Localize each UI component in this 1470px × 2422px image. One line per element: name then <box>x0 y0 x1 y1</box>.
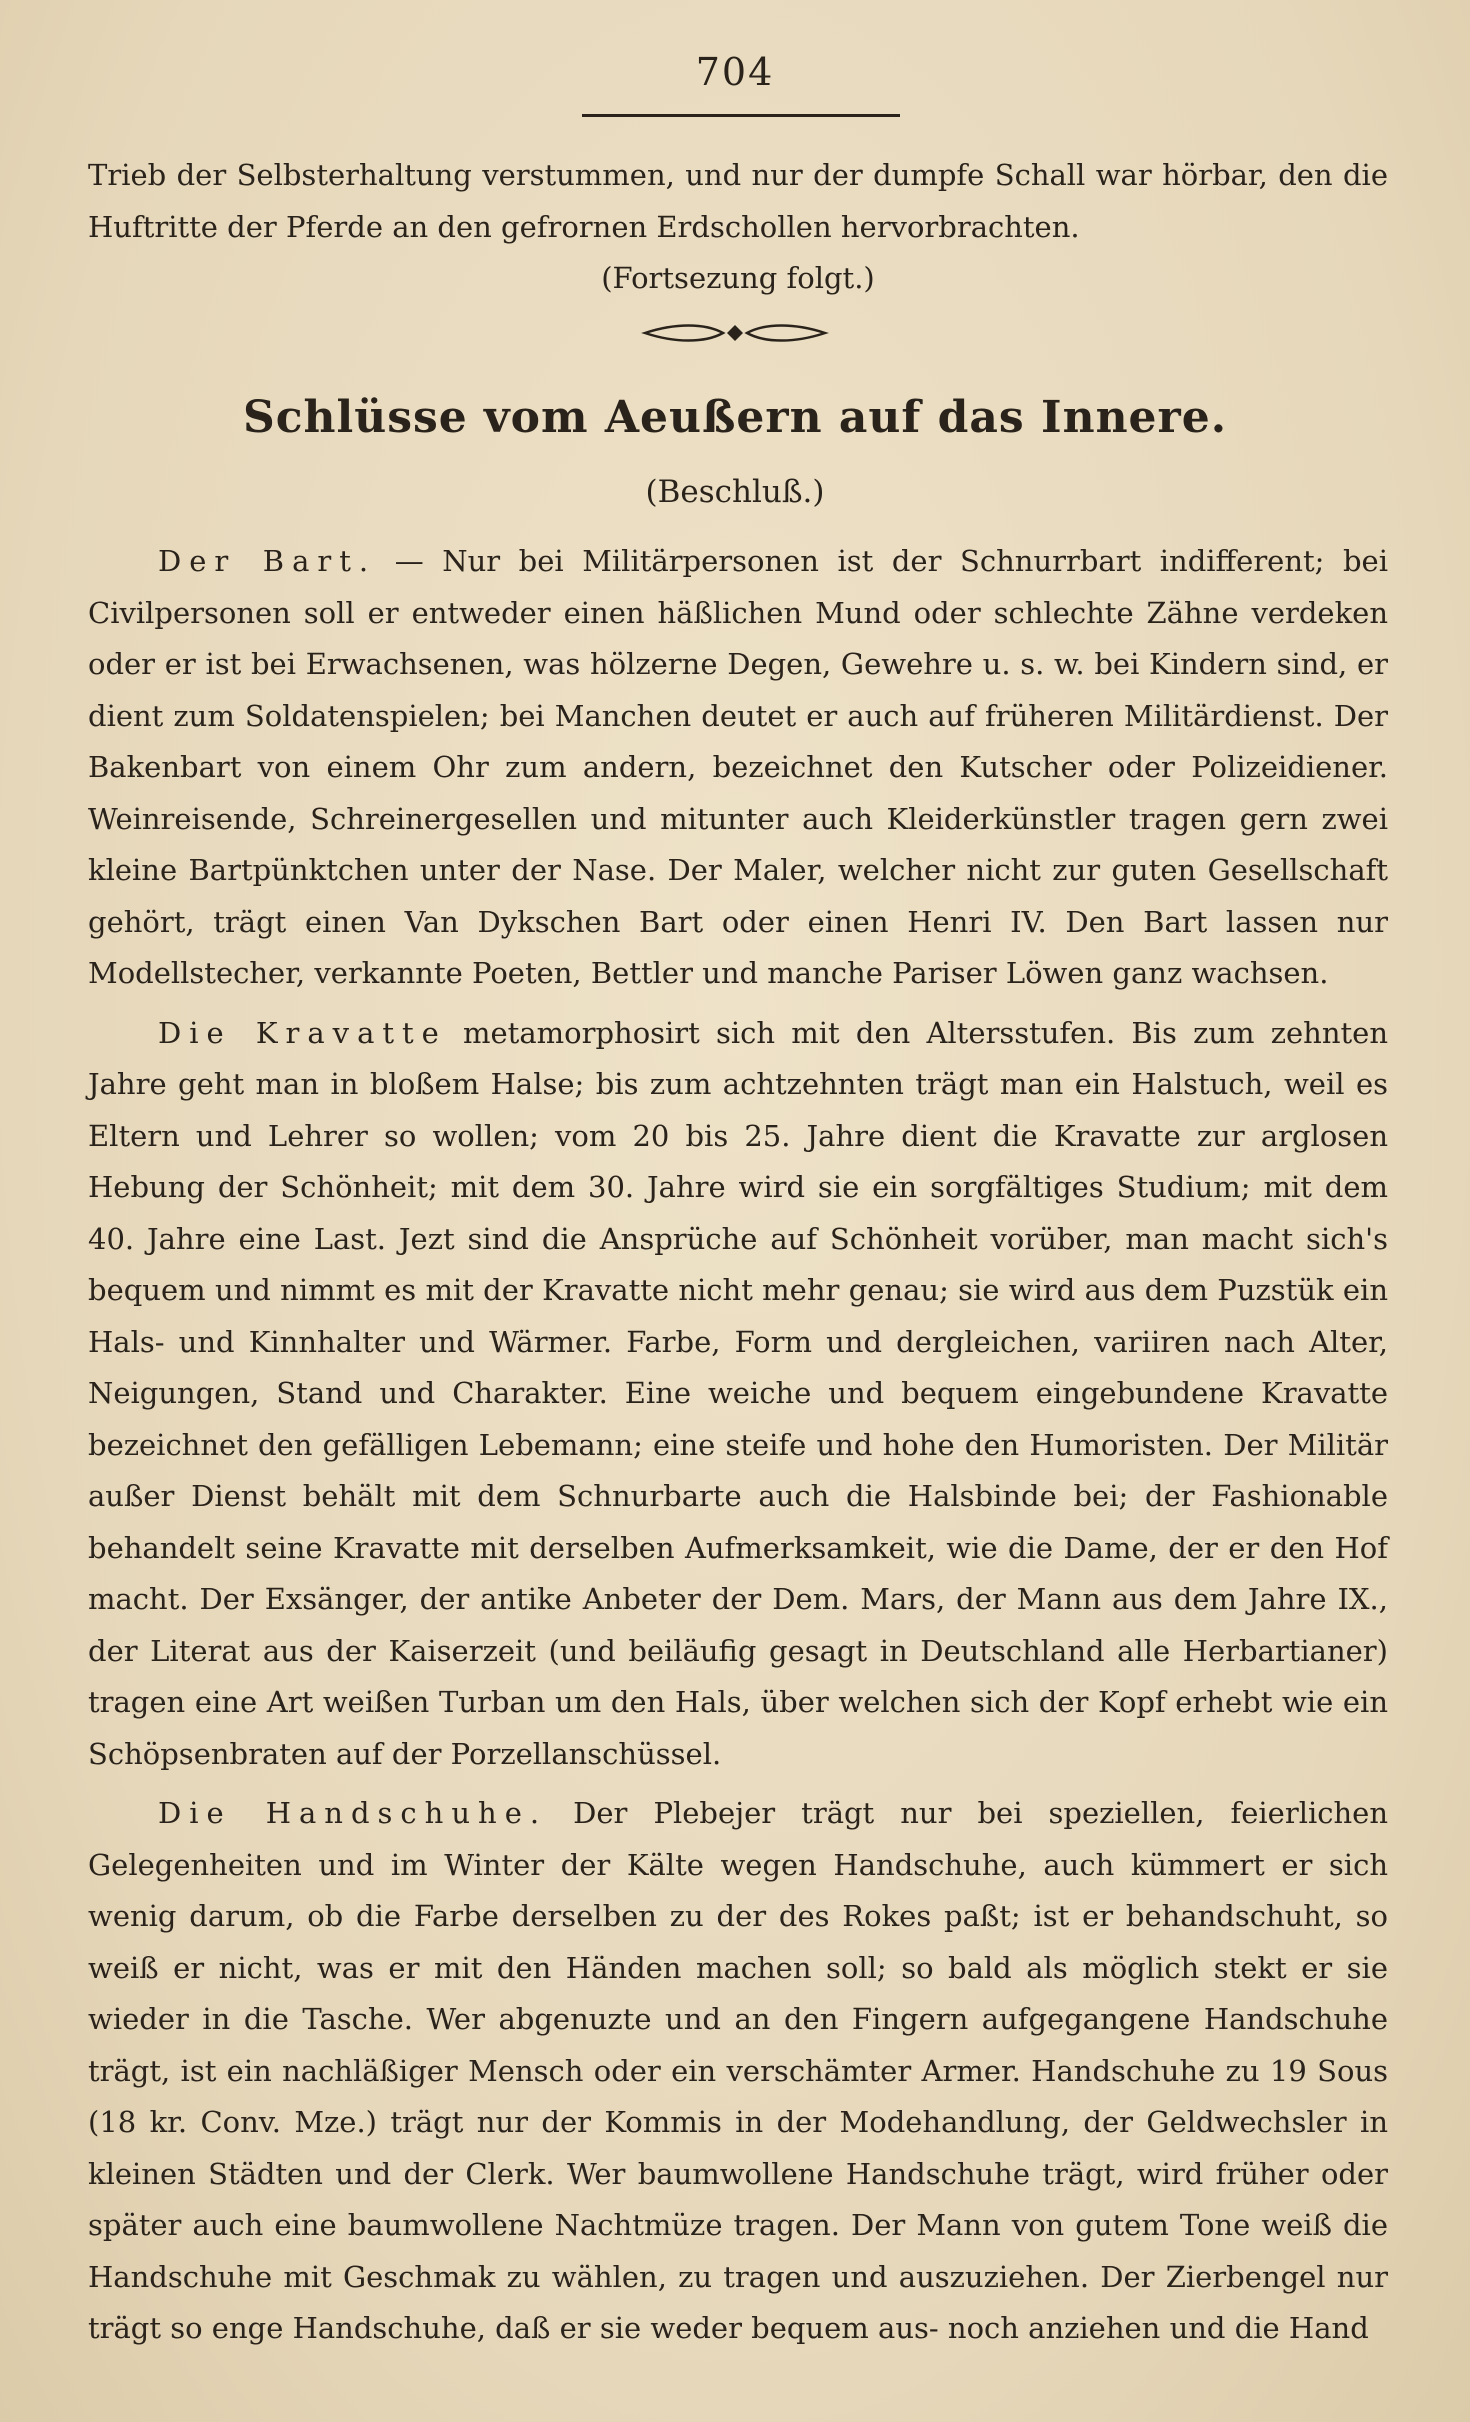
paragraph-keyword: Die Handschuhe. <box>158 1796 548 1830</box>
article-subtitle: (Beschluß.) <box>645 474 825 510</box>
paragraph-text: — Nur bei Militärpersonen ist der Schnurrbart indifferent; bei Civilpersonen soll er entweder einen häßlichen Mund oder schlechte Zähne verdeken oder er ist bei Erwachsenen, was hölzerne Degen, Gewehre u. s. w. bei Kindern sind, er dient zum Soldatenspielen; bei Manchen deutet er auch auf früheren Militärdienst. Der Bakenbart von einem Ohr zum andern, bezeichnet den Kutscher oder Polizeidiener. Weinreisende, Schreinergesellen und mitunter auch Kleiderkünstler tragen gern zwei kleine Bartpünktchen unter der Nase. Der Maler, welcher nicht zur guten Gesellschaft gehört, trägt einen Van Dykschen Bart oder einen Henri IV. Den Bart lassen nur Modellstecher, verkannte Poeten, Bettler und manche Pariser Löwen ganz wachsen. <box>88 544 1388 990</box>
intro-paragraph: Trieb der Selbsterhaltung verstummen, und nur der dumpfe Schall war hörbar, den die Huftritte der Pferde an den gefrornen Erdschollen hervorbrachten. <box>88 158 1388 244</box>
paragraph-handschuhe <box>88 1788 1388 2355</box>
ornament-divider <box>635 318 835 348</box>
intro-section <box>88 150 1388 305</box>
paragraph-keyword: Die Kravatte <box>158 1015 447 1050</box>
paragraph-kravatte <box>88 1008 1388 1781</box>
article-body <box>88 536 1388 2363</box>
article-title: Schlüsse vom Aeußern auf das Innere. <box>242 392 1228 443</box>
continuation-note: (Fortsezung folgt.) <box>601 261 875 295</box>
paragraph-keyword: Der Bart. <box>158 544 377 578</box>
page-number: 704 <box>695 50 775 94</box>
header-rule <box>582 114 900 117</box>
paragraph-text: metamorphosirt sich mit den Altersstufen. Bis zum zehnten Jahre geht man in bloßem Halse; bis zum achtzehnten trägt man ein Halstuch, weil es Eltern und Lehrer so wollen; vom 20 bis 25. Jahre dient die Kravatte zur arglosen Hebung der Schönheit; mit dem 30. Jahre wird sie ein sorgfältiges Studium; mit dem 40. Jahre eine Last. Jezt sind die Ansprüche auf Schönheit vorüber, man macht sich's bequem und nimmt es mit der Kravatte nicht mehr genau; sie wird aus dem Puzstük ein Hals- und Kinnhalter und Wärmer. Farbe, Form und dergleichen, variiren nach Alter, Neigungen, Stand und Charakter. Eine weiche und bequem eingebundene Kravatte bezeichnet den gefälligen Lebemann; eine steife und hohe den Humoristen. Der Militär außer Dienst behält mit dem Schnurbarte auch die Halsbinde bei; der Fashionable behandelt seine Kravatte mit derselben Aufmerksamkeit, wie die Dame, der er den Hof macht. Der Exsänger, der antike Anbeter der Dem. Mars, der Mann aus dem Jahre IX., der Literat aus der Kaiserzeit (und beiläufig gesagt in Deutschland alle Herbartianer) tragen eine Art weißen Turban um den Hals, über welchen sich der Kopf erhebt wie ein Schöpsenbraten auf der Porzellanschüssel. <box>88 1015 1389 1771</box>
paragraph-text: Der Plebejer trägt nur bei speziellen, feierlichen Gelegenheiten und im Winter der Kälte wegen Handschuhe, auch kümmert er sich wenig darum, ob die Farbe derselben zu der des Rokes paßt; ist er behandschuht, so weiß er nicht, was er mit den Händen machen soll; so bald als möglich stekt er sie wieder in die Tasche. Wer abgenuzte und an den Fingern aufgegangene Handschuhe trägt, ist ein nachläßiger Mensch oder ein verschämter Armer. Handschuhe zu 19 Sous (18 kr. Conv. Mze.) trägt nur der Kommis in der Modehandlung, der Geldwechsler in kleinen Städten und der Clerk. Wer baumwollene Handschuhe trägt, wird früher oder später auch eine baumwollene Nachtmüze tragen. Der Mann von gutem Tone weiß die Handschuhe mit Geschmak zu wählen, zu tragen und auszuziehen. Der Zierbengel nur trägt so enge Handschuhe, daß er sie weder bequem aus- noch anziehen und die Hand <box>88 1796 1388 2345</box>
paragraph-bart <box>88 536 1388 1000</box>
